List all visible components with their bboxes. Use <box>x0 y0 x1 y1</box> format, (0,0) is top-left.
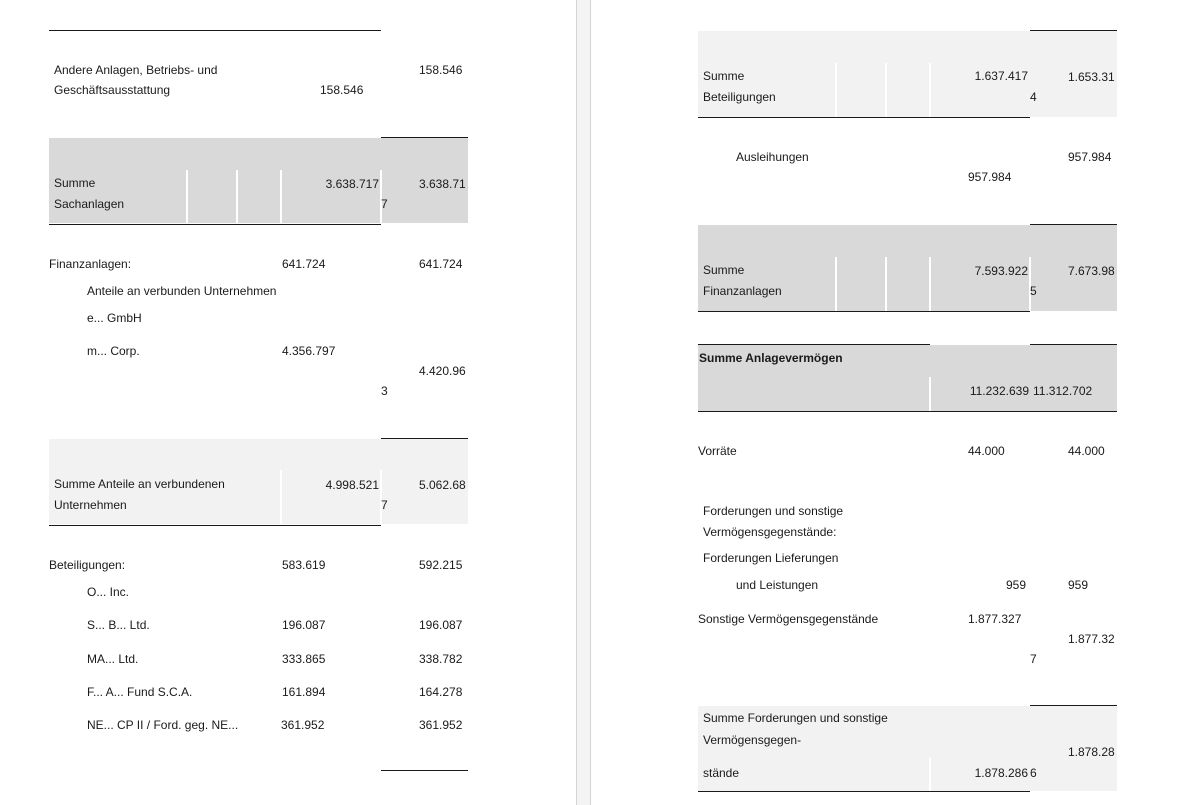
beteiligung-row-label: S... B... Ltd. <box>87 618 150 632</box>
summe-anlagevermoegen-value-2: 11.312.702 <box>1033 384 1093 398</box>
summe-anlagevermoegen-label: Summe Anlagevermögen <box>699 351 843 365</box>
andere-anlagen-label-2: Geschäftsausstattung <box>54 83 171 97</box>
summe-anteile-value-2-tail: 7 <box>381 498 388 512</box>
forderungen-label-2: Vermögensgegenstände: <box>703 525 837 539</box>
beteiligungen-value-2: 592.215 <box>419 558 463 572</box>
beteiligung-row-label: O... Inc. <box>87 585 130 599</box>
finanzanlagen-value-2: 641.724 <box>419 257 463 271</box>
beteiligungen-label: Beteiligungen: <box>49 558 126 572</box>
cell-divider <box>835 63 837 117</box>
cell-divider <box>236 170 238 223</box>
cell-divider <box>929 257 931 311</box>
rule <box>698 117 1030 118</box>
andere-anlagen-value-1: 158.546 <box>320 83 364 97</box>
vorraete-label: Vorräte <box>698 444 737 458</box>
ausleihungen-value-1: 957.984 <box>968 170 1012 184</box>
summe-beteiligungen-value-1-tail: 4 <box>1030 90 1037 104</box>
cell-divider <box>929 63 931 117</box>
summe-beteiligungen-value-2: 1.653.31 <box>1068 70 1115 84</box>
forderungen-label-4: und Leistungen <box>736 578 819 592</box>
rule <box>49 30 381 31</box>
page-gutter <box>576 0 591 805</box>
rule <box>381 770 468 771</box>
beteiligung-row-value-1: 333.865 <box>282 652 326 666</box>
summe-forderungen-value-1: 1.878.286 <box>974 766 1028 780</box>
summe-forderungen-value-2: 1.878.28 <box>1068 745 1115 759</box>
summe-forderungen-label-1: Summe Forderungen und sonstige <box>703 711 888 725</box>
gmbh-label: e... GmbH <box>87 311 142 325</box>
cell-divider <box>929 377 931 411</box>
beteiligung-row-value-2: 164.278 <box>419 685 463 699</box>
forderungen-value-2: 959 <box>1068 578 1089 592</box>
summe-finanzanlagen-label-2: Finanzanlagen <box>703 284 782 298</box>
corp-value-2: 4.420.96 <box>419 364 466 378</box>
summe-anteile-value-1: 4.998.521 <box>325 478 379 492</box>
forderungen-label-3: Forderungen Lieferungen <box>703 551 839 565</box>
cell-divider <box>380 470 382 524</box>
finanzanlagen-label: Finanzanlagen: <box>49 257 132 271</box>
sonstige-label: Sonstige Vermögensgegenstände <box>698 612 879 626</box>
forderungen-value-1: 959 <box>1006 578 1027 592</box>
summe-finanzanlagen-label-1: Summe <box>703 263 745 277</box>
beteiligung-row-value-2: 338.782 <box>419 652 463 666</box>
sonstige-value-2-tail: 7 <box>1030 652 1037 666</box>
summe-sachanlagen-value-1: 3.638.717 <box>325 177 379 191</box>
sonstige-value-1: 1.877.327 <box>968 612 1022 626</box>
summe-anlagevermoegen-value-1: 11.232.639 <box>969 384 1029 398</box>
forderungen-label-1: Forderungen und sonstige <box>703 504 844 518</box>
beteiligung-row-value-2: 361.952 <box>419 718 463 732</box>
summe-beteiligungen-value-1: 1.637.417 <box>974 69 1028 83</box>
summe-finanzanlagen-row <box>698 225 1117 311</box>
beteiligung-row-label: F... A... Fund S.C.A. <box>87 685 193 699</box>
andere-anlagen-value-2: 158.546 <box>419 63 463 77</box>
summe-forderungen-label-3: stände <box>703 766 740 780</box>
rule <box>49 525 381 526</box>
summe-beteiligungen-label-1: Summe <box>703 69 745 83</box>
summe-beteiligungen-label-2: Beteiligungen <box>703 90 776 104</box>
summe-anteile-label-1: Summe Anteile an verbundenen <box>54 477 225 491</box>
right-page <box>591 0 1189 805</box>
beteiligung-row-label: NE... CP II / Ford. geg. NE... <box>87 718 239 732</box>
rule <box>698 411 1117 412</box>
rule <box>698 311 1030 312</box>
summe-sachanlagen-value-2: 3.638.71 <box>419 177 466 191</box>
beteiligung-row-value-2: 196.087 <box>419 618 463 632</box>
left-page <box>0 0 576 805</box>
summe-forderungen-value-1-tail: 6 <box>1030 766 1037 780</box>
summe-sachanlagen-value-2-tail: 7 <box>381 197 388 211</box>
summe-finanzanlagen-value-2: 7.673.98 <box>1068 264 1115 278</box>
rule <box>698 791 1030 792</box>
cell-divider <box>280 470 282 524</box>
finanzanlagen-value-1: 641.724 <box>282 257 326 271</box>
beteiligung-row-value-1: 361.952 <box>281 718 325 732</box>
summe-anteile-value-2: 5.062.68 <box>419 478 466 492</box>
corp-label: m... Corp. <box>87 344 140 358</box>
cell-divider <box>280 170 282 223</box>
summe-beteiligungen-row <box>698 31 1117 117</box>
beteiligung-row-label: MA... Ltd. <box>87 652 139 666</box>
cell-divider <box>835 257 837 311</box>
summe-anteile-label-2: Unternehmen <box>54 498 127 512</box>
summe-finanzanlagen-value-1: 7.593.922 <box>974 264 1028 278</box>
anteile-label: Anteile an verbunden Unternehmen <box>87 284 277 298</box>
beteiligungen-value-1: 583.619 <box>282 558 326 572</box>
rule <box>49 224 381 225</box>
cell-divider <box>885 257 887 311</box>
cell-divider <box>929 758 931 791</box>
cell-divider <box>885 63 887 117</box>
corp-value-1: 4.356.797 <box>282 344 336 358</box>
vorraete-value-2: 44.000 <box>1068 444 1105 458</box>
summe-sachanlagen-label-2: Sachanlagen <box>54 197 125 211</box>
andere-anlagen-label-1: Andere Anlagen, Betriebs- und <box>54 63 218 77</box>
beteiligung-row-value-1: 161.894 <box>282 685 326 699</box>
cell-divider <box>186 170 188 223</box>
sonstige-value-2: 1.877.32 <box>1068 632 1115 646</box>
summe-finanzanlagen-value-1-tail: 5 <box>1030 284 1037 298</box>
vorraete-value-1: 44.000 <box>968 444 1005 458</box>
summe-forderungen-label-2: Vermögensgegen- <box>703 733 802 747</box>
ausleihungen-label: Ausleihungen <box>736 150 809 164</box>
corp-value-2-tail: 3 <box>381 384 388 398</box>
summe-sachanlagen-label-1: Summe <box>54 176 96 190</box>
ausleihungen-value-2: 957.984 <box>1068 150 1112 164</box>
beteiligung-row-value-1: 196.087 <box>282 618 326 632</box>
